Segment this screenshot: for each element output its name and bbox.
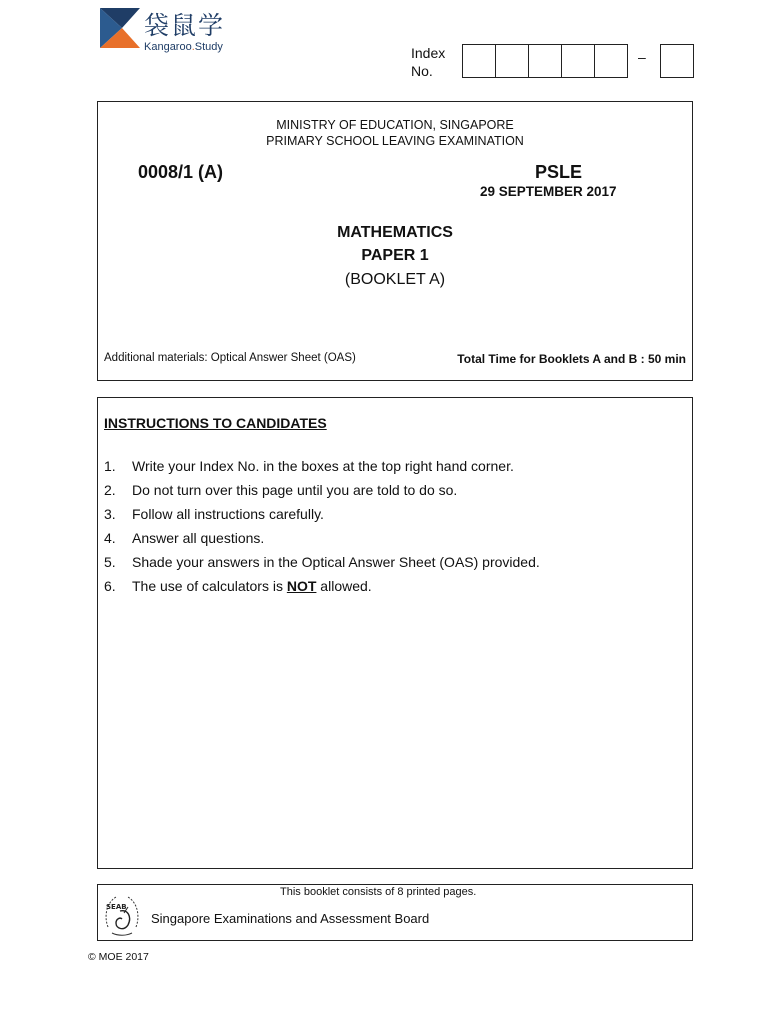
instruction-item: 4. Answer all questions. [104, 530, 265, 546]
subject-title: MATHEMATICS [337, 224, 453, 241]
instruction-item: 1. Write your Index No. in the boxes at the top right hand corner. [104, 458, 514, 474]
total-time: Total Time for Booklets A and B : 50 min [457, 352, 686, 366]
instruction-item: 3. Follow all instructions carefully. [104, 506, 324, 522]
not-emphasis: NOT [286, 578, 317, 594]
pages-note: This booklet consists of 8 printed pages. [280, 886, 477, 898]
ministry-line: MINISTRY OF EDUCATION, SINGAPORE [276, 118, 514, 132]
instruction-item: 2. Do not turn over this page until you are told to do so. [104, 482, 458, 498]
paper-code: 0008/1 (A) [138, 162, 224, 182]
index-digit-box[interactable] [561, 44, 595, 78]
logo-english-text: Kangaroo.Study [144, 41, 223, 53]
exam-short-name: PSLE [535, 162, 583, 182]
exam-header-box [97, 101, 693, 381]
index-check-box[interactable] [660, 44, 694, 78]
index-digit-box[interactable] [495, 44, 529, 78]
seab-logo-icon [102, 889, 142, 937]
additional-materials: Additional materials: Optical Answer Sheet (OAS) [104, 352, 356, 364]
kangaroo-study-logo [100, 8, 240, 52]
index-separator: – [638, 49, 646, 65]
kangaroo-logo-icon [100, 8, 140, 48]
svg-text:SEAB: SEAB [106, 903, 127, 911]
seab-name: Singapore Examinations and Assessment Board [151, 911, 430, 926]
instructions-title: INSTRUCTIONS TO CANDIDATES [104, 415, 327, 431]
instructions-box [97, 397, 693, 869]
logo-chinese-text: 袋鼠学 [144, 11, 226, 40]
booklet-title: (BOOKLET A) [344, 271, 446, 288]
paper-title: PAPER 1 [361, 247, 429, 264]
index-digit-box[interactable] [462, 44, 496, 78]
exam-name-line: PRIMARY SCHOOL LEAVING EXAMINATION [266, 134, 524, 148]
copyright: © MOE 2017 [88, 951, 149, 963]
instructions-list [104, 456, 540, 600]
footer-box [97, 884, 693, 941]
instruction-item: 5. Shade your answers in the Optical Answer Sheet (OAS) provided. [104, 554, 540, 570]
index-no-boxes [462, 44, 628, 78]
index-digit-box[interactable] [528, 44, 562, 78]
exam-date: 29 SEPTEMBER 2017 [480, 184, 617, 199]
index-digit-box[interactable] [594, 44, 628, 78]
index-no-label: Index No. [411, 45, 446, 79]
instruction-item: 6. The use of calculators is NOT allowed. [104, 578, 372, 594]
